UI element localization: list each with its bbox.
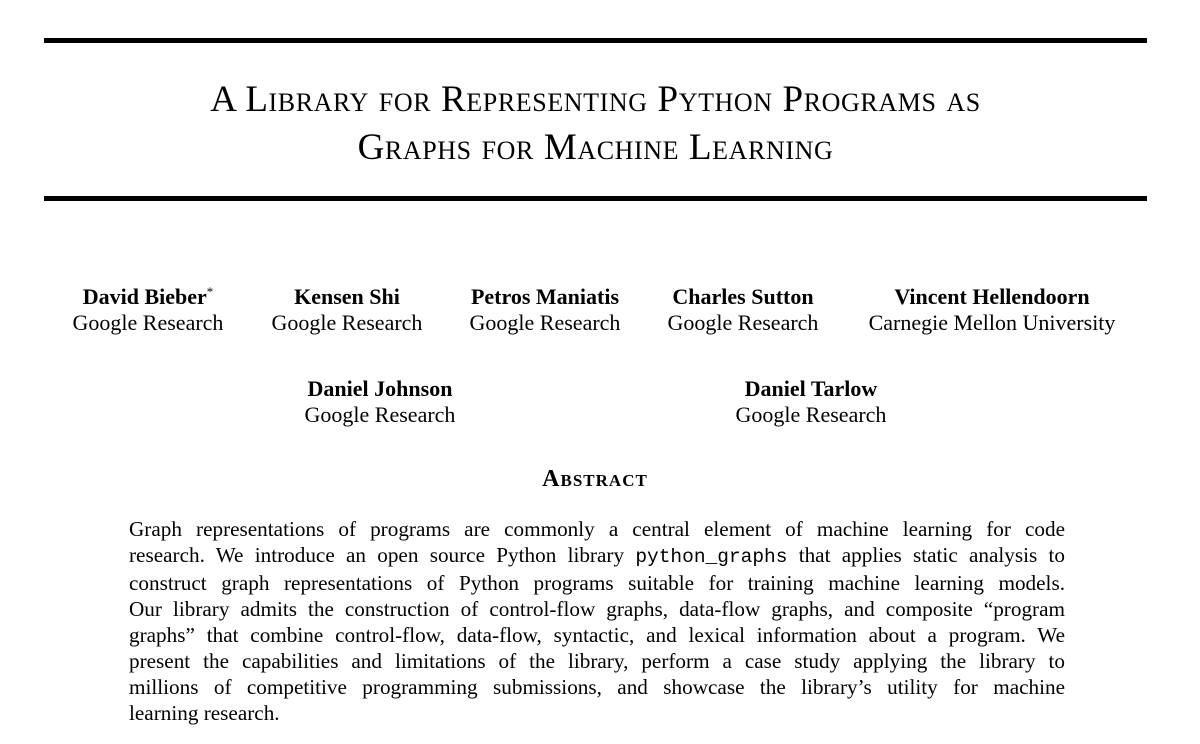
title-top-rule [44,38,1147,43]
author-affiliation: Carnegie Mellon University [868,310,1116,335]
author-charles-sutton [658,284,828,336]
abstract-heading: Abstract [542,466,648,492]
author-name: Daniel Johnson [307,376,453,401]
author-name: Charles Sutton [672,284,814,309]
title-bottom-rule [44,196,1147,201]
author-affiliation: Google Research [469,310,621,335]
paper-title-line-1: A Library for Representing Python Programs as [210,79,981,120]
paper-title-line-2: Graphs for Machine Learning [357,127,834,168]
author-name: David Bieber* [82,284,214,309]
abstract-line: learning research. [129,701,280,725]
library-name-code: python_graphs [635,546,788,568]
abstract-line: research. We introduce an open source Python library python_graphs that applies static analysis to [129,543,1065,568]
author-name: Kensen Shi [294,284,400,309]
author-affiliation: Google Research [304,402,456,427]
author-vincent-hellendoorn [856,284,1128,336]
author-kensen-shi [262,284,432,336]
author-david-bieber [62,284,234,336]
paper-title [44,76,1147,172]
abstract-line: graphs” that combine control-flow, data-flow, syntactic, and lexical information about a program. We [129,623,1065,647]
abstract-body [129,516,1065,726]
author-name: Petros Maniatis [470,284,620,309]
author-affiliation: Google Research [271,310,423,335]
author-affiliation: Google Research [735,402,887,427]
abstract-line: construct graph representations of Python programs suitable for training machine learning models. [129,571,1065,595]
author-daniel-johnson [290,376,470,428]
author-footnote-mark: * [206,284,214,299]
abstract-line: Graph representations of programs are commonly a central element of machine learning for code [129,517,1065,541]
abstract-line: present the capabilities and limitations of the library, perform a case study applying the library to [129,649,1065,673]
abstract-line: Our library admits the construction of control-flow graphs, data-flow graphs, and composite “program [129,597,1065,621]
author-petros-maniatis [460,284,630,336]
author-name: Daniel Tarlow [744,376,878,401]
author-affiliation: Google Research [72,310,224,335]
author-daniel-tarlow [721,376,901,428]
author-affiliation: Google Research [667,310,819,335]
author-name: Vincent Hellendoorn [894,284,1090,309]
abstract-line: millions of competitive programming submissions, and showcase the library’s utility for machine [129,675,1065,699]
